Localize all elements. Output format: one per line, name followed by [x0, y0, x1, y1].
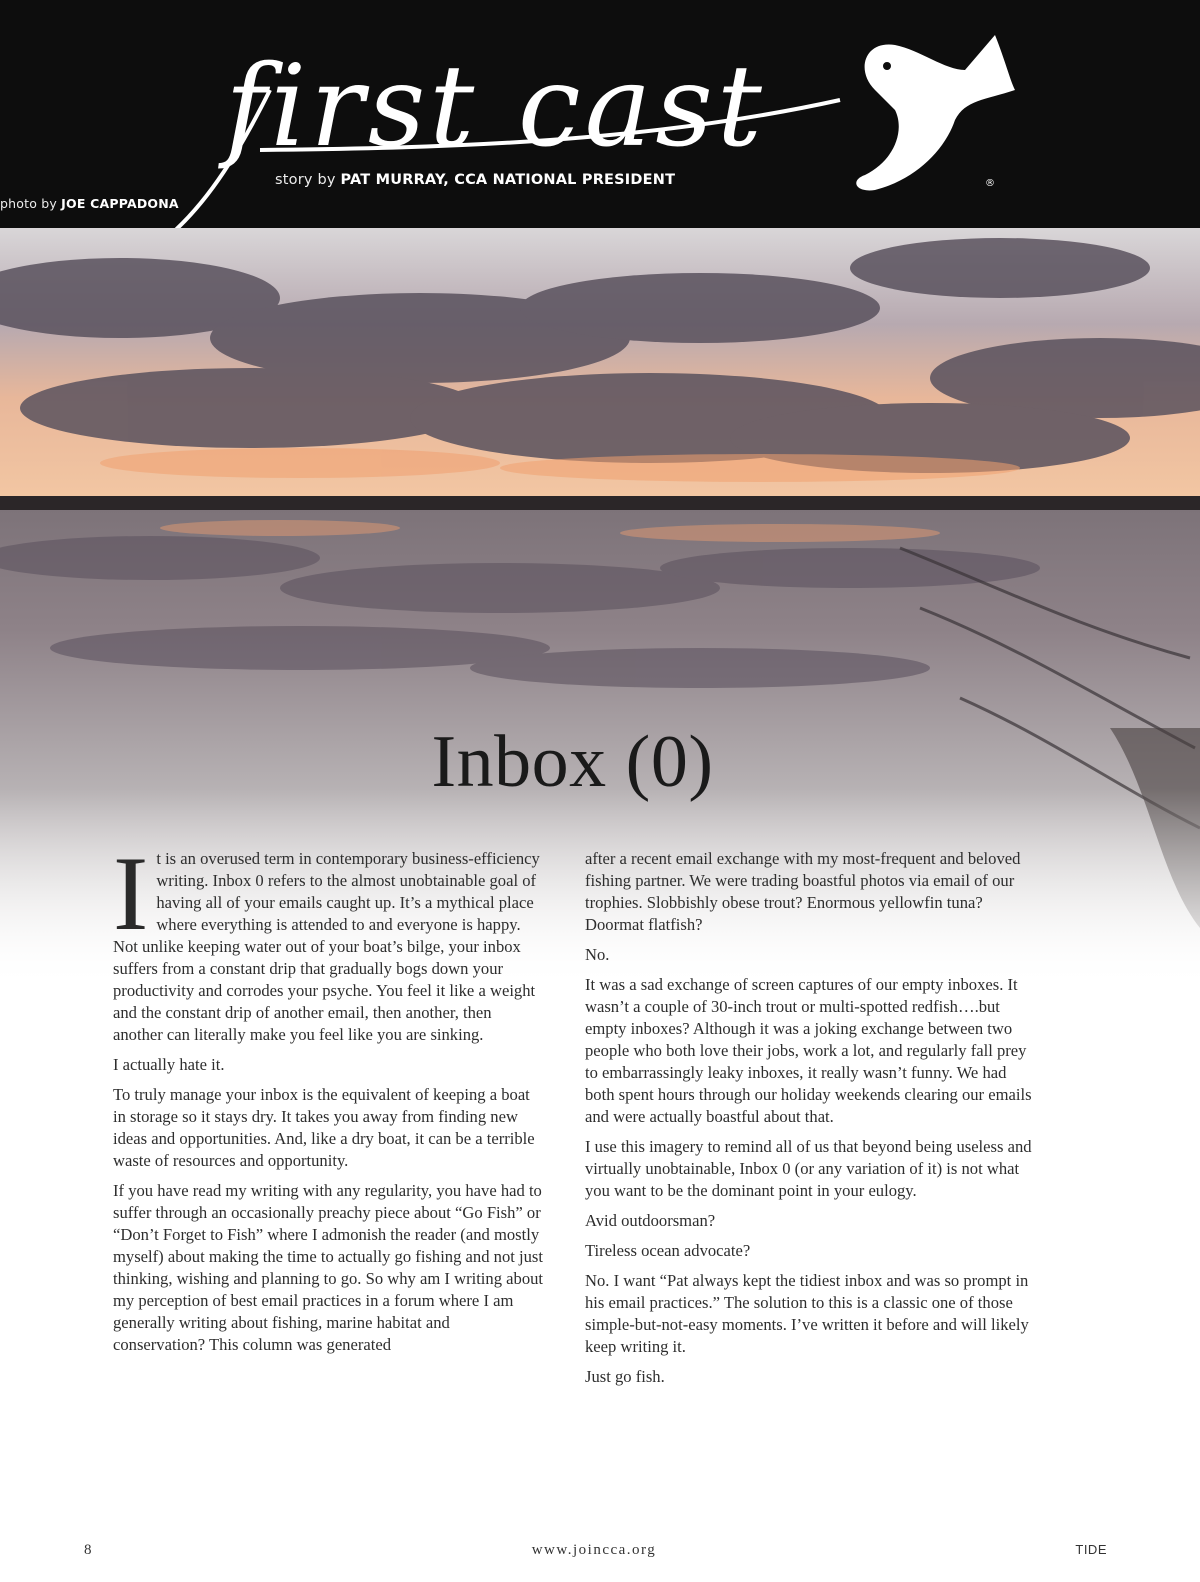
masthead: [0, 0, 1200, 228]
redfish-logo-icon: [835, 30, 1025, 200]
page-number: 8: [84, 1542, 92, 1558]
paragraph: It is an overused term in contemporary business-efficiency writing. Inbox 0 refers to the almost unobtainable goal of having all of your emails caught up. It’s a mythical place where everything is attended to and everyone is happy. Not unlike keeping water out of your boat’s bilge, your inbox suffers from a constant drip that gradually bogs down your productivity and corrodes your psyche. You feel it like a weight and the constant drip of another email, then another, then another can literally make you feel like you are sinking.: [113, 835, 540, 1044]
website-link[interactable]: www.joincca.org: [531, 1542, 657, 1558]
article-title: Inbox (0): [431, 721, 714, 803]
paragraph: No. I want “Pat always kept the tidiest inbox and was so prompt in his email practices.” The solution to this is a classic one of those simple-but-not-easy moments. I’ve written it before and will likely keep writing it.: [585, 1271, 1029, 1356]
paragraph: Just go fish.: [585, 1367, 665, 1386]
paragraph: Avid outdoorsman?: [585, 1211, 716, 1230]
paragraph: It was a sad exchange of screen captures of our empty inboxes. It wasn’t a couple of 30-inch trout or multi-spotted redfish….but empty inboxes? Although it was a joking exchange between two people who both love their jobs, work a lot, and regularly fall prey to embarrassingly leaky inboxes, it really wasn’t funny. We had both spent hours through our holiday weekends clearing our emails and were actually boastful about that.: [585, 975, 1032, 1126]
story-author: PAT MURRAY, CCA NATIONAL PRESIDENT: [340, 172, 676, 188]
article-column-left: [113, 835, 545, 1364]
article-column-right: [585, 848, 1033, 1396]
drop-cap: I: [113, 835, 149, 952]
paragraph: No.: [585, 945, 610, 964]
logo-script-text: first cast: [225, 42, 766, 172]
photo-author: JOE CAPPADONA: [61, 196, 179, 211]
paragraph: To truly manage your inbox is the equivalent of keeping a boat in storage so it stays dry. It takes you away from finding new ideas and opportunities. And, like a dry boat, it can be a terrible waste of resources and opportunity.: [113, 1085, 535, 1170]
magazine-name: TIDE: [1075, 1542, 1107, 1557]
photo-byline: [0, 196, 1200, 228]
paragraph: If you have read my writing with any regularity, you have had to suffer through an occasionally preachy piece about “Go Fish” or “Don’t Forget to Fish” where I admonish the reader (and mostly myself) about making the time to actually go fishing and not just thinking, wishing and planning to go. So why am I writing about my perception of best email practices in a forum where I am generally writing about fishing, marine habitat and conservation? This column was generated: [113, 1181, 544, 1354]
photo-prefix: photo by: [0, 196, 57, 211]
paragraph: after a recent email exchange with my most-frequent and beloved fishing partner. We were trading boastful photos via email of our trophies. Slobbishly obese trout? Enormous yellowfin tuna? Doormat flatfish?: [585, 849, 1021, 934]
paragraph: I use this imagery to remind all of us that beyond being useless and virtually unobtainable, Inbox 0 (or any variation of it) is not what you want to be the dominant point in your eulogy.: [585, 1137, 1032, 1200]
paragraph: Tireless ocean advocate?: [585, 1241, 751, 1260]
paragraph: I actually hate it.: [113, 1055, 225, 1074]
registered-mark: ®: [985, 178, 995, 189]
story-byline: [275, 172, 675, 188]
story-prefix: story by: [275, 172, 336, 188]
